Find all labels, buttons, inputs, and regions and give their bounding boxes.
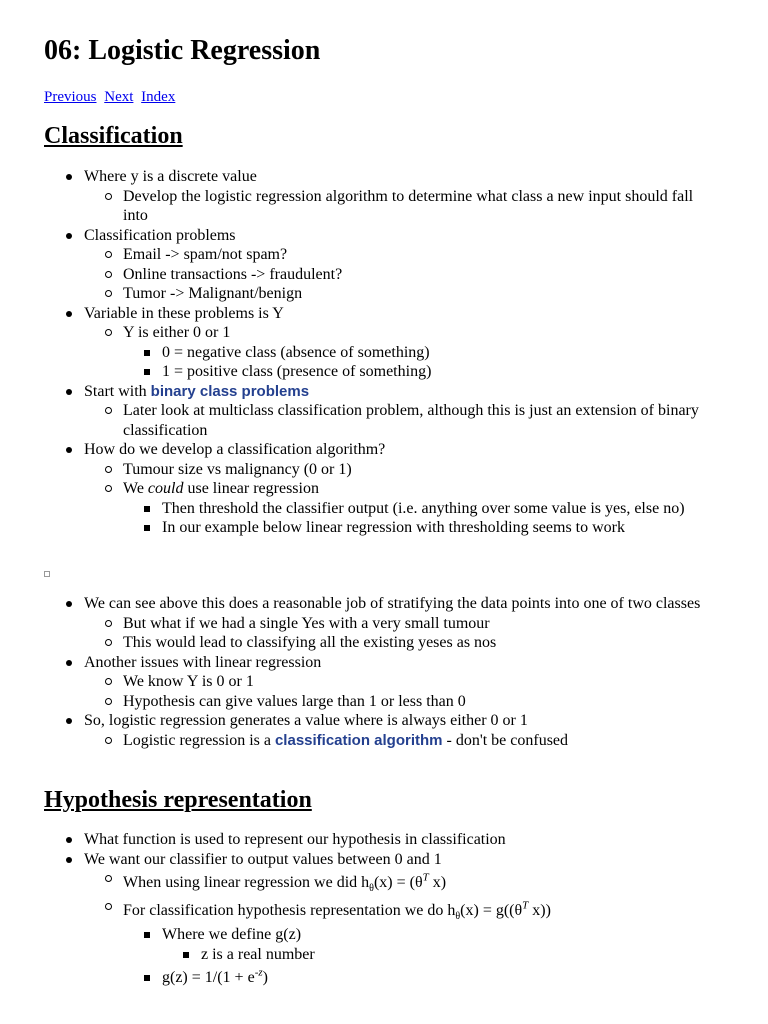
list-item: Where we define g(z) z is a real number bbox=[123, 925, 718, 964]
list-item: Tumor -> Malignant/benign bbox=[84, 284, 718, 304]
list-item: We can see above this does a reasonable job of stratifying the data points into one of two classes But what if we had a single Yes with a very small tumour This would lead to classifying all the existing yeses as nos bbox=[0, 594, 768, 653]
classification-list bbox=[0, 167, 768, 538]
list-item: Start with binary class problems Later look at multiclass classification problem, although this is just an extension of binary classification bbox=[0, 382, 768, 441]
index-link[interactable]: Index bbox=[141, 89, 176, 105]
list-item: When using linear regression we did $h_\theta(x) = (\theta^T$ x) bbox=[84, 869, 718, 897]
formula: $h_\theta(x) = (\theta^T$ x) bbox=[361, 871, 447, 895]
list-item: Another issues with linear regression We know Y is 0 or 1 Hypothesis can give values large than 1 or less than 0 bbox=[0, 653, 768, 712]
list-item: Then threshold the classifier output (i.e. anything over some value is yes, else no) bbox=[123, 499, 718, 519]
list-item: Hypothesis can give values large than 1 or less than 0 bbox=[84, 692, 718, 712]
list-item: For classification hypothesis representation we do $h_\theta(x) = g((\theta^T$ x)) Where we define g(z) z is a real number $g(z) = 1/(1 + e^{-z})$ bbox=[84, 897, 718, 988]
list-item: What function is used to represent our hypothesis in classification bbox=[0, 830, 768, 850]
list-item: z is a real number bbox=[162, 945, 718, 965]
list-item: 0 = negative class (absence of something) bbox=[123, 343, 718, 363]
list-item: We could use linear regression Then threshold the classifier output (i.e. anything over some value is yes, else no) In our example below linear regression with thresholding seems to work bbox=[84, 479, 718, 538]
highlight-term: binary class problems bbox=[150, 382, 310, 400]
list-item: In our example below linear regression with thresholding seems to work bbox=[123, 518, 718, 538]
list-item: We know Y is 0 or 1 bbox=[84, 672, 718, 692]
list-item: Later look at multiclass classification problem, although this is just an extension of binary classification bbox=[84, 401, 718, 440]
hypothesis-heading: Hypothesis representation bbox=[44, 787, 312, 813]
list-item: We want our classifier to output values between 0 and 1 When using linear regression we did $h_\theta(x) = (\theta^T$ x) For classification hypothesis representation we do $h_\theta(x) = g((\theta^T$ x)) Where we define g(z) z is a real number $g(z) = 1/(1 + e^{-z})$ bbox=[0, 850, 768, 988]
list-item: Classification problems Email -> spam/not spam? Online transactions -> fraudulent? Tumor -> Malignant/benign bbox=[0, 226, 768, 304]
classification-heading: Classification bbox=[44, 123, 183, 149]
list-item: Where y is a discrete value Develop the logistic regression algorithm to determine what class a new input should fall into bbox=[0, 167, 768, 226]
list-item: Variable in these problems is Y Y is either 0 or 1 0 = negative class (absence of something) 1 = positive class (presence of something) bbox=[0, 304, 768, 382]
list-item: Develop the logistic regression algorithm to determine what class a new input should fall into bbox=[84, 187, 718, 226]
list-item: Tumour size vs malignancy (0 or 1) bbox=[84, 460, 718, 480]
list-item: Logistic regression is a classification algorithm - don't be confused bbox=[84, 731, 718, 751]
classification-list-2 bbox=[0, 594, 768, 750]
list-item: But what if we had a single Yes with a very small tumour bbox=[84, 614, 718, 634]
next-link[interactable]: Next bbox=[104, 89, 134, 105]
nav-links bbox=[44, 87, 179, 107]
list-item: $g(z) = 1/(1 + e^{-z})$ bbox=[123, 968, 718, 988]
list-item: Online transactions -> fraudulent? bbox=[84, 265, 718, 285]
broken-image-icon bbox=[44, 571, 50, 577]
list-item: 1 = positive class (presence of something) bbox=[123, 362, 718, 382]
list-item: Y is either 0 or 1 0 = negative class (absence of something) 1 = positive class (presence of something) bbox=[84, 323, 718, 382]
previous-link[interactable]: Previous bbox=[44, 89, 97, 105]
page-title: 06: Logistic Regression bbox=[44, 35, 321, 66]
list-item: So, logistic regression generates a value where is always either 0 or 1 Logistic regression is a classification algorithm - don't be confused bbox=[0, 711, 768, 750]
hypothesis-list bbox=[0, 830, 768, 988]
list-item: How do we develop a classification algorithm? Tumour size vs malignancy (0 or 1) We could use linear regression Then threshold the classifier output (i.e. anything over some value is yes, else no) In our example below linear regression with thresholding seems to work bbox=[0, 440, 768, 538]
list-item: Email -> spam/not spam? bbox=[84, 245, 718, 265]
highlight-term: classification algorithm bbox=[274, 731, 443, 749]
formula: $h_\theta(x) = g((\theta^T$ x)) bbox=[447, 899, 551, 923]
list-item: This would lead to classifying all the existing yeses as nos bbox=[84, 633, 718, 653]
